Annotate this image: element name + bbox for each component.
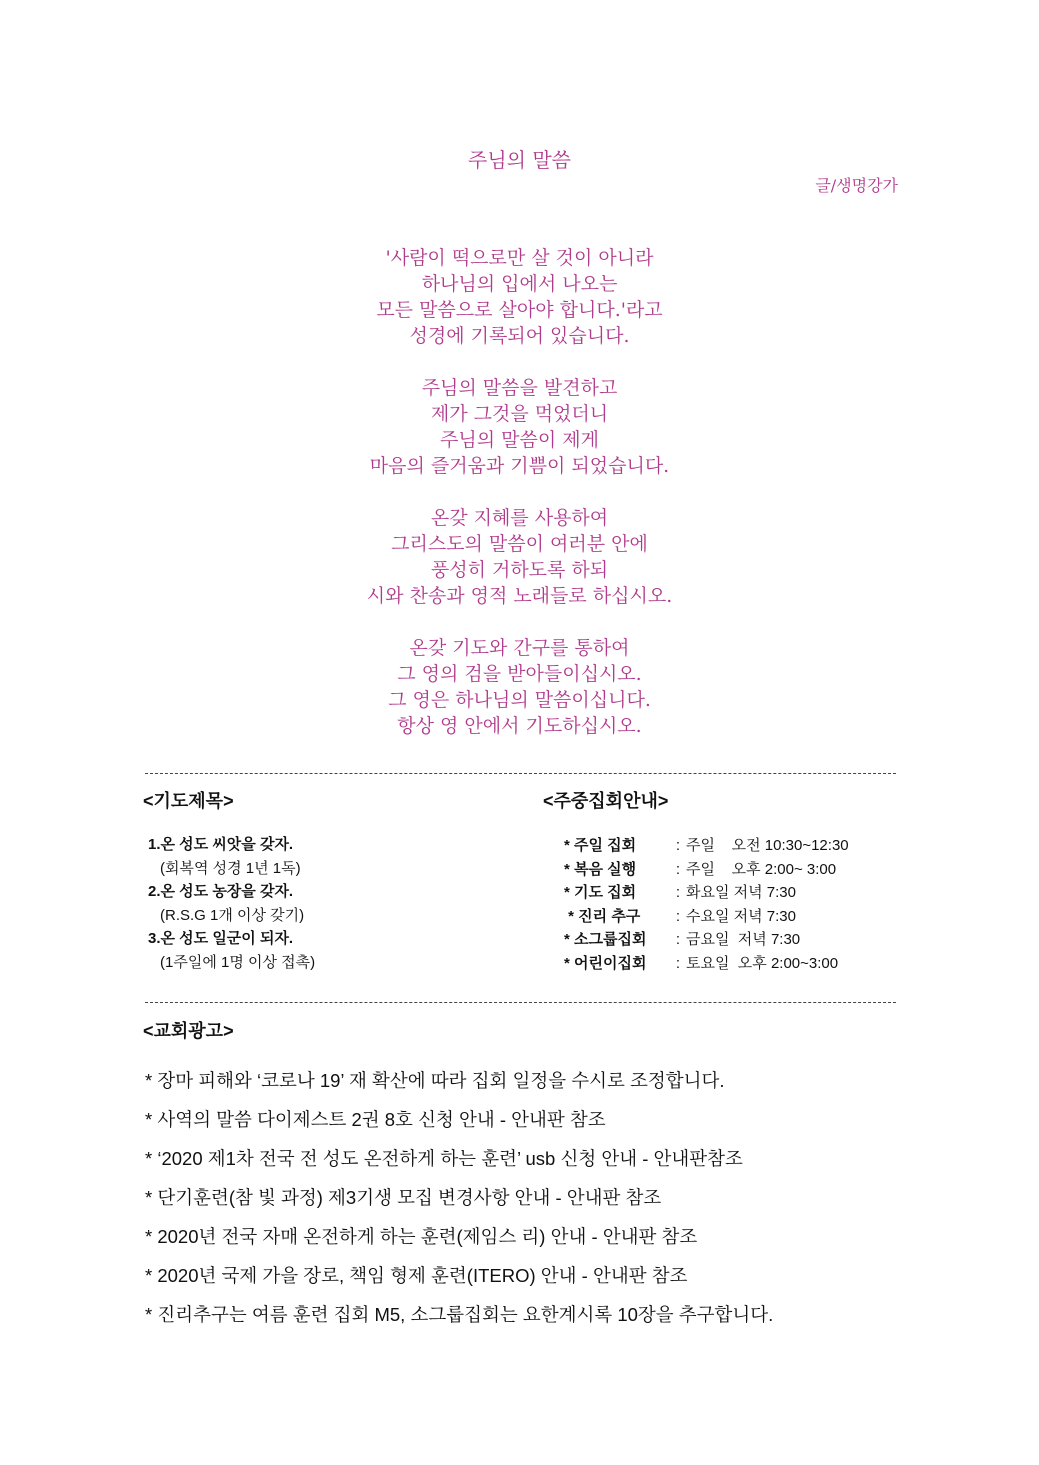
poem-stanza (0, 505, 1039, 609)
poem-line: '사람이 떡으로만 살 것이 아니라 (385, 247, 654, 269)
meeting-time: 화요일 저녁 7:30 (686, 884, 796, 901)
poem-line: 주님의 말씀이 제게 (440, 429, 599, 451)
meeting-name: * 기도 집회 (564, 884, 637, 901)
poem-line: 마음의 즐거움과 기쁨이 되었습니다. (369, 455, 670, 477)
poem-line: 그리스도의 말씀이 여러분 안에 (391, 533, 648, 555)
prayer-item-note: (1주일에 1명 이상 접촉) (160, 953, 316, 971)
meeting-row (564, 881, 849, 905)
notices-list (145, 1066, 773, 1339)
meeting-time: 수요일 저녁 7:30 (686, 907, 796, 925)
meeting-time: 토요일 오후 2:00~3:00 (686, 954, 839, 972)
poem-line: 주님의 말씀을 발견하고 (421, 377, 618, 399)
meeting-name: * 소그룹집회 (564, 931, 647, 948)
poem-line: 온갖 지혜를 사용하여 (430, 507, 609, 529)
meeting-row (564, 905, 849, 929)
meetings-heading: <주중집회안내> (543, 791, 669, 811)
poem-line: 그 영의 검을 받아들이십시오. (397, 663, 642, 685)
prayer-item: 3.온 성도 일군이 되자. (148, 930, 294, 947)
poem-line: 하나님의 입에서 나오는 (421, 273, 618, 295)
meeting-separator: : (675, 954, 681, 972)
poem-line: 성경에 기록되어 있습니다. (409, 325, 630, 347)
meeting-time: 주일 오후 2:00~ 3:00 (686, 860, 837, 878)
notice-item: * 2020년 전국 자매 온전하게 하는 훈련(제임스 리) 안내 - 안내판 참조 (145, 1226, 698, 1247)
meeting-name: * 복음 실행 (564, 860, 637, 878)
poem-line: 모든 말씀으로 살아야 합니다.'라고 (376, 299, 663, 321)
poem-line: 그 영은 하나님의 말씀이십니다. (388, 689, 651, 711)
poem-line: 시와 찬송과 영적 노래들로 하십시오. (366, 585, 673, 607)
poem-line: 항상 영 안에서 기도하십시오. (397, 715, 642, 737)
meeting-time: 주일 오전 10:30~12:30 (686, 837, 849, 854)
meeting-time: 금요일 저녁 7:30 (686, 931, 801, 948)
meeting-name: * 진리 추구 (564, 907, 641, 925)
notice-item: * 장마 피해와 ‘코로나 19’ 재 확산에 따라 집회 일정을 수시로 조정합니다. (145, 1070, 725, 1091)
poem-line: 제가 그것을 먹었더니 (430, 403, 609, 425)
meeting-separator: : (675, 931, 681, 948)
meeting-separator: : (675, 837, 681, 854)
notices-heading: <교회광고> (143, 1021, 234, 1041)
prayer-item: 1.온 성도 씨앗을 갖자. (148, 836, 294, 853)
poem-line: 온갖 기도와 간구를 통하여 (409, 637, 630, 659)
meeting-row (564, 952, 849, 976)
notice-item: * 단기훈련(참 빛 과정) 제3기생 모집 변경사항 안내 - 안내판 참조 (145, 1187, 662, 1208)
poem-stanza (0, 635, 1039, 739)
prayer-item: 2.온 성도 농장을 갖자. (148, 883, 294, 900)
meeting-separator: : (675, 860, 681, 878)
poem-stanza (0, 245, 1039, 349)
notice-item: * 사역의 말씀 다이제스트 2권 8호 신청 안내 - 안내판 참조 (145, 1109, 606, 1130)
poem (0, 245, 1039, 765)
notice-item: * 2020년 국제 가을 장로, 책임 형제 훈련(ITERO) 안내 - 안내판 참조 (145, 1265, 688, 1286)
meeting-row (564, 834, 849, 858)
meeting-row (564, 928, 849, 952)
poem-line: 풍성히 거하도록 하되 (430, 559, 609, 581)
prayer-heading: <기도제목> (143, 791, 234, 811)
section-divider (145, 773, 896, 774)
page-title: 주님의 말씀 (468, 148, 571, 172)
prayer-item-note: (회복역 성경 1년 1독) (160, 859, 301, 877)
author-credit: 글/생명강가 (815, 176, 898, 195)
meeting-name: * 어린이집회 (564, 954, 647, 972)
meeting-separator: : (675, 907, 681, 925)
prayer-item-note: (R.S.G 1개 이상 갖기) (160, 906, 305, 924)
prayer-list (148, 833, 315, 974)
section-divider (145, 1002, 896, 1003)
notice-item: * ‘2020 제1차 전국 전 성도 온전하게 하는 훈련’ usb 신청 안내 - 안내판참조 (145, 1148, 743, 1169)
meeting-separator: : (675, 884, 681, 901)
poem-stanza (0, 375, 1039, 479)
meetings-list (564, 834, 849, 975)
meeting-row (564, 858, 849, 882)
notice-item: * 진리추구는 여름 훈련 집회 M5, 소그룹집회는 요한계시록 10장을 추구합니다. (145, 1304, 774, 1325)
meeting-name: * 주일 집회 (564, 837, 637, 854)
